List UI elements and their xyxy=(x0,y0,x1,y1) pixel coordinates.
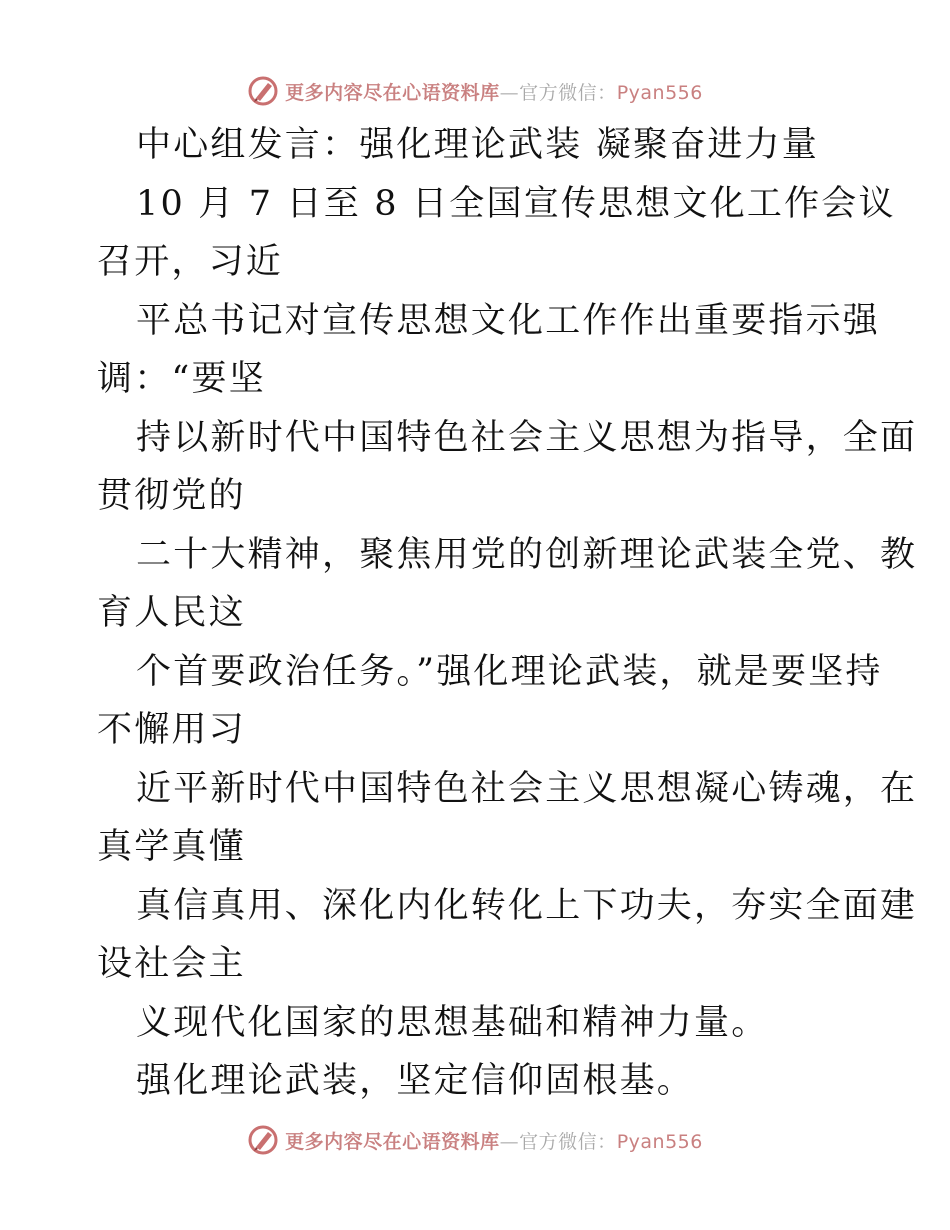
document-title: 中心组发言：强化理论武装 凝聚奋进力量 xyxy=(136,125,819,165)
watermark-main: 更多内容尽在心语资料库 xyxy=(285,1130,500,1153)
watermark-main: 更多内容尽在心语资料库 xyxy=(285,81,500,104)
watermark-separator: — xyxy=(499,1130,520,1153)
watermark-label: 官方微信： xyxy=(519,1130,617,1153)
text-line: 调：“要坚 xyxy=(97,359,266,399)
text-line: 育人民这 xyxy=(97,593,246,633)
text-line: 二十大精神，聚焦用党的创新理论武装全党、教 xyxy=(136,534,918,575)
text-line: 10 月 7 日至 8 日全国宣传思想文化工作会议 xyxy=(136,183,896,224)
text-line: 持以新时代中国特色社会主义思想为指导，全面 xyxy=(136,417,918,458)
watermark-text xyxy=(285,1127,703,1154)
watermark-footer xyxy=(0,1120,950,1160)
text-line: 真信真用、深化内化转化上下功夫，夯实全面建 xyxy=(136,885,918,926)
text-line: 真学真懂 xyxy=(97,827,246,867)
watermark-header xyxy=(0,71,950,111)
text-line: 不懈用习 xyxy=(97,710,246,750)
watermark-text xyxy=(285,78,703,105)
text-line: 个首要政治任务。”强化理论武装，就是要坚持 xyxy=(136,651,883,692)
text-line: 近平新时代中国特色社会主义思想凝心铸魂，在 xyxy=(136,768,918,809)
watermark-id: Pyan556 xyxy=(616,81,703,104)
document-body xyxy=(97,116,918,1111)
watermark-separator: — xyxy=(499,81,520,104)
watermark-id: Pyan556 xyxy=(616,1130,703,1153)
text-line: 义现代化国家的思想基础和精神力量。 xyxy=(136,1002,769,1043)
pen-logo-icon xyxy=(247,75,279,107)
text-line: 强化理论武装，坚定信仰固根基。 xyxy=(136,1061,695,1101)
text-line: 平总书记对宣传思想文化工作作出重要指示强 xyxy=(136,300,881,341)
text-line: 贯彻党的 xyxy=(97,476,246,516)
pen-logo-icon xyxy=(247,1124,279,1156)
text-line: 设社会主 xyxy=(97,944,246,984)
watermark-label: 官方微信： xyxy=(519,81,617,104)
text-line: 召开，习近 xyxy=(97,242,284,282)
